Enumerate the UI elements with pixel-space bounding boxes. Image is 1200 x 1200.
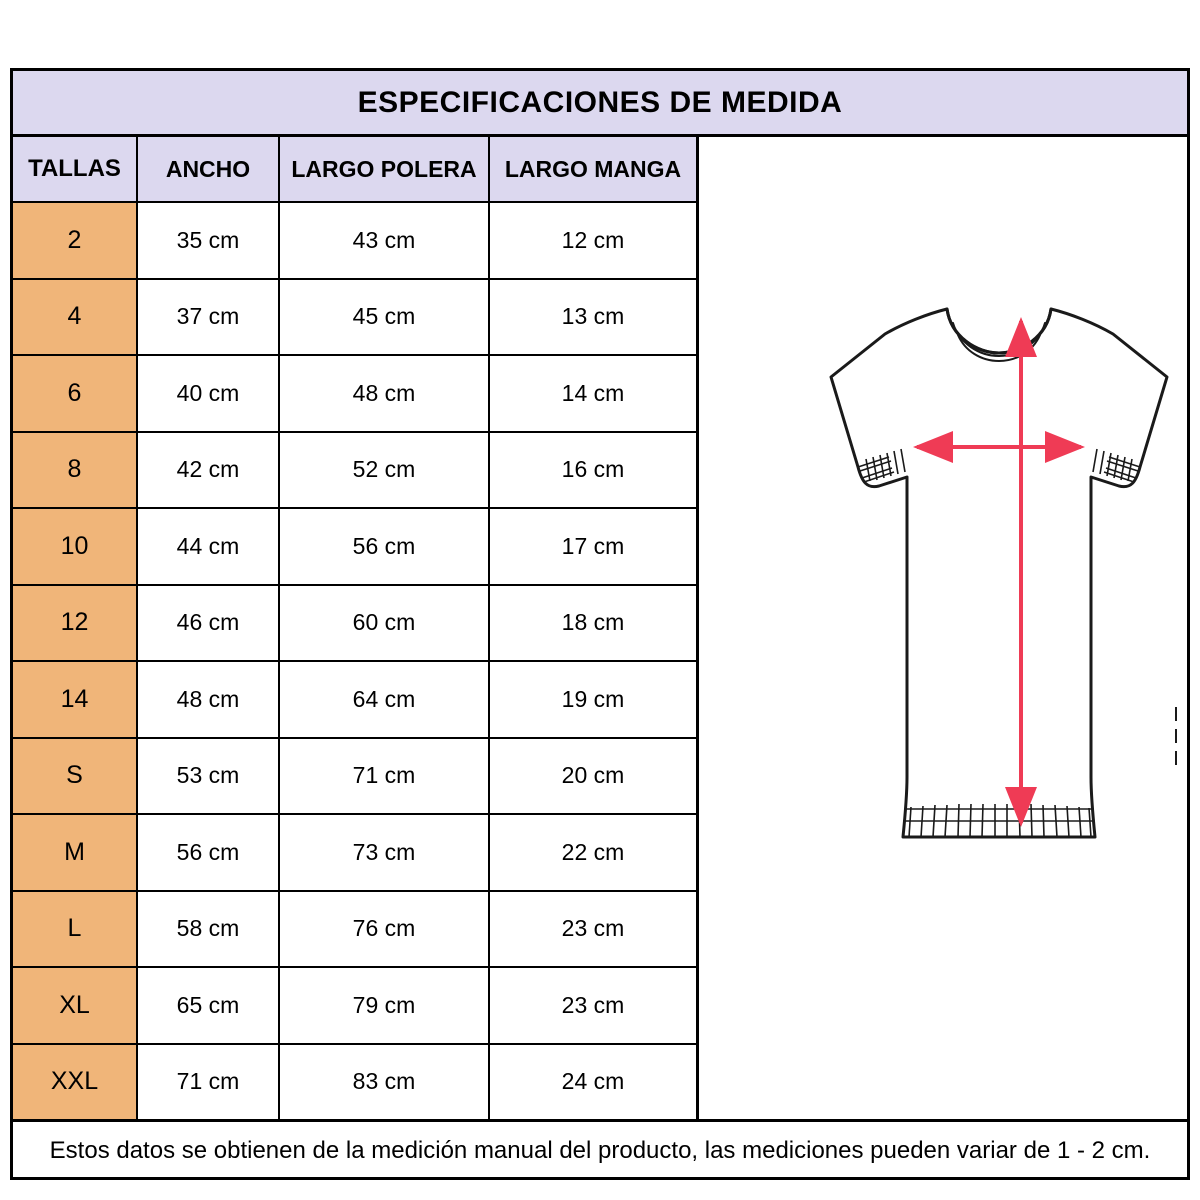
column-header-ancho: ANCHO [137,137,279,202]
chart-body [13,137,1187,1119]
cell-ancho: 35 cm [137,202,279,279]
cell-largo-manga: 19 cm [489,661,696,738]
table-row [13,432,696,509]
table-row [13,967,696,1044]
table-row [13,279,696,356]
table-header [13,137,696,202]
cell-size: S [13,738,137,815]
cell-size: 12 [13,585,137,662]
cell-largo-polera: 52 cm [279,432,489,509]
measurement-disclaimer: Estos datos se obtienen de la medición manual del producto, las mediciones pueden variar de 1 - 2 cm. [49,1137,1151,1164]
cell-largo-manga: 18 cm [489,585,696,662]
cell-largo-polera: 60 cm [279,585,489,662]
table-body [13,202,696,1119]
cell-largo-manga: 24 cm [489,1044,696,1120]
cell-largo-manga: 23 cm [489,967,696,1044]
footer-note-bar [13,1119,1187,1180]
cell-ancho: 53 cm [137,738,279,815]
column-header-largo-manga: LARGO MANGA [489,137,696,202]
cell-largo-manga: 20 cm [489,738,696,815]
table-row [13,814,696,891]
cell-size: 2 [13,202,137,279]
size-table-container [13,137,699,1119]
cell-largo-manga: 22 cm [489,814,696,891]
table-row [13,738,696,815]
cell-size: 14 [13,661,137,738]
cell-size: 8 [13,432,137,509]
table-row [13,585,696,662]
cell-size: XXL [13,1044,137,1120]
cell-ancho: 65 cm [137,967,279,1044]
cell-largo-manga: 16 cm [489,432,696,509]
table-row [13,661,696,738]
cell-largo-polera: 48 cm [279,355,489,432]
cell-ancho: 71 cm [137,1044,279,1120]
cell-largo-manga: 17 cm [489,508,696,585]
cell-ancho: 48 cm [137,661,279,738]
cell-largo-manga: 23 cm [489,891,696,968]
cell-largo-polera: 71 cm [279,738,489,815]
tshirt-diagram [699,137,1187,1119]
cell-largo-polera: 79 cm [279,967,489,1044]
cell-largo-polera: 83 cm [279,1044,489,1120]
cell-largo-polera: 45 cm [279,279,489,356]
column-header-tallas: TALLAS [13,137,137,202]
cell-ancho: 42 cm [137,432,279,509]
size-table [13,137,696,1119]
table-row [13,355,696,432]
table-row [13,1044,696,1120]
cell-size: 6 [13,355,137,432]
cell-size: 10 [13,508,137,585]
cell-size: 4 [13,279,137,356]
tshirt-outline [831,309,1167,837]
chart-title-bar [13,71,1187,137]
cell-ancho: 46 cm [137,585,279,662]
cell-largo-manga: 14 cm [489,355,696,432]
cell-largo-manga: 12 cm [489,202,696,279]
cell-ancho: 56 cm [137,814,279,891]
column-header-largo-polera: LARGO POLERA [279,137,489,202]
cell-largo-polera: 56 cm [279,508,489,585]
tshirt-diagram-container [699,137,1187,1119]
cell-size: XL [13,967,137,1044]
cell-size: L [13,891,137,968]
cell-largo-polera: 73 cm [279,814,489,891]
cell-ancho: 58 cm [137,891,279,968]
table-header-row [13,137,696,202]
cell-largo-polera: 64 cm [279,661,489,738]
table-row [13,202,696,279]
cell-largo-polera: 43 cm [279,202,489,279]
table-row [13,508,696,585]
size-chart-sheet [10,68,1190,1180]
table-row [13,891,696,968]
page-title: ESPECIFICACIONES DE MEDIDA [357,85,843,119]
cell-ancho: 44 cm [137,508,279,585]
cell-largo-manga: 13 cm [489,279,696,356]
cell-ancho: 40 cm [137,355,279,432]
cell-size: M [13,814,137,891]
cell-largo-polera: 76 cm [279,891,489,968]
cell-ancho: 37 cm [137,279,279,356]
